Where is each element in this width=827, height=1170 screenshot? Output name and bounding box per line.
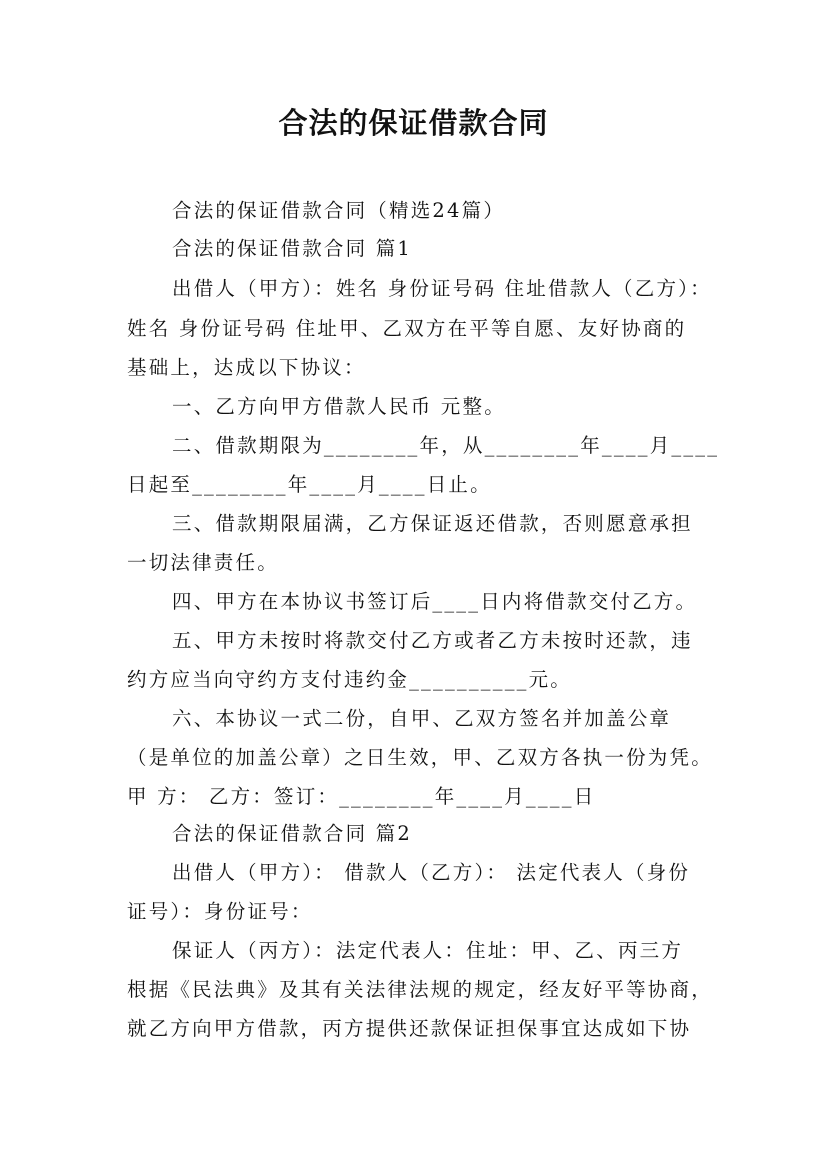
paragraph-line: 出借人（甲方）： 借款人（乙方）： 法定代表人（身份 xyxy=(172,861,691,884)
section-heading-1: 合法的保证借款合同 篇1 xyxy=(172,237,413,260)
clause-line: 一、乙方向甲方借款人民币 元整。 xyxy=(172,395,506,418)
clause-line: 五、甲方未按时将款交付乙方或者乙方未按时还款，违 xyxy=(172,629,693,652)
paragraph-line: 证号）：身份证号： xyxy=(127,900,313,923)
clause-line: 三、借款期限届满，乙方保证返还借款，否则愿意承担 xyxy=(172,512,693,535)
document-title: 合法的保证借款合同 xyxy=(278,106,549,140)
paragraph-line: 保证人（丙方）：法定代表人：住址：甲、乙、丙三方 xyxy=(172,939,684,962)
clause-line: 六、本协议一式二份，自甲、乙双方签名并加盖公章 xyxy=(172,707,672,730)
paragraph-line: 根据《民法典》及其有关法律法规的规定，经友好平等协商， xyxy=(127,978,713,1001)
clause-line: 约方应当向守约方支付违约金__________元。 xyxy=(127,668,573,691)
clause-line: 日起至________年____月____日止。 xyxy=(127,473,492,496)
signature-line: 甲 方： 乙方：签订：________年____月____日 xyxy=(127,785,596,808)
clause-line: 一切法律责任。 xyxy=(127,551,279,574)
clause-line: 二、借款期限为________年，从________年____月____ xyxy=(172,434,720,457)
paragraph-line: 出借人（甲方）：姓名 身份证号码 住址借款人（乙方）： xyxy=(172,277,712,300)
section-heading-2: 合法的保证借款合同 篇2 xyxy=(172,822,413,845)
paragraph-line: 就乙方向甲方借款，丙方提供还款保证担保事宜达成如下协 xyxy=(127,1017,692,1040)
paragraph-line: 姓名 身份证号码 住址甲、乙双方在平等自愿、友好协商的 xyxy=(127,317,687,340)
paragraph-line: 基础上，达成以下协议： xyxy=(127,356,366,379)
clause-line: （是单位的加盖公章）之日生效，甲、乙双方各执一份为凭。 xyxy=(127,746,713,769)
clause-line: 四、甲方在本协议书签订后____日内将借款交付乙方。 xyxy=(172,590,698,613)
collection-heading: 合法的保证借款合同（精选24篇） xyxy=(172,199,506,222)
